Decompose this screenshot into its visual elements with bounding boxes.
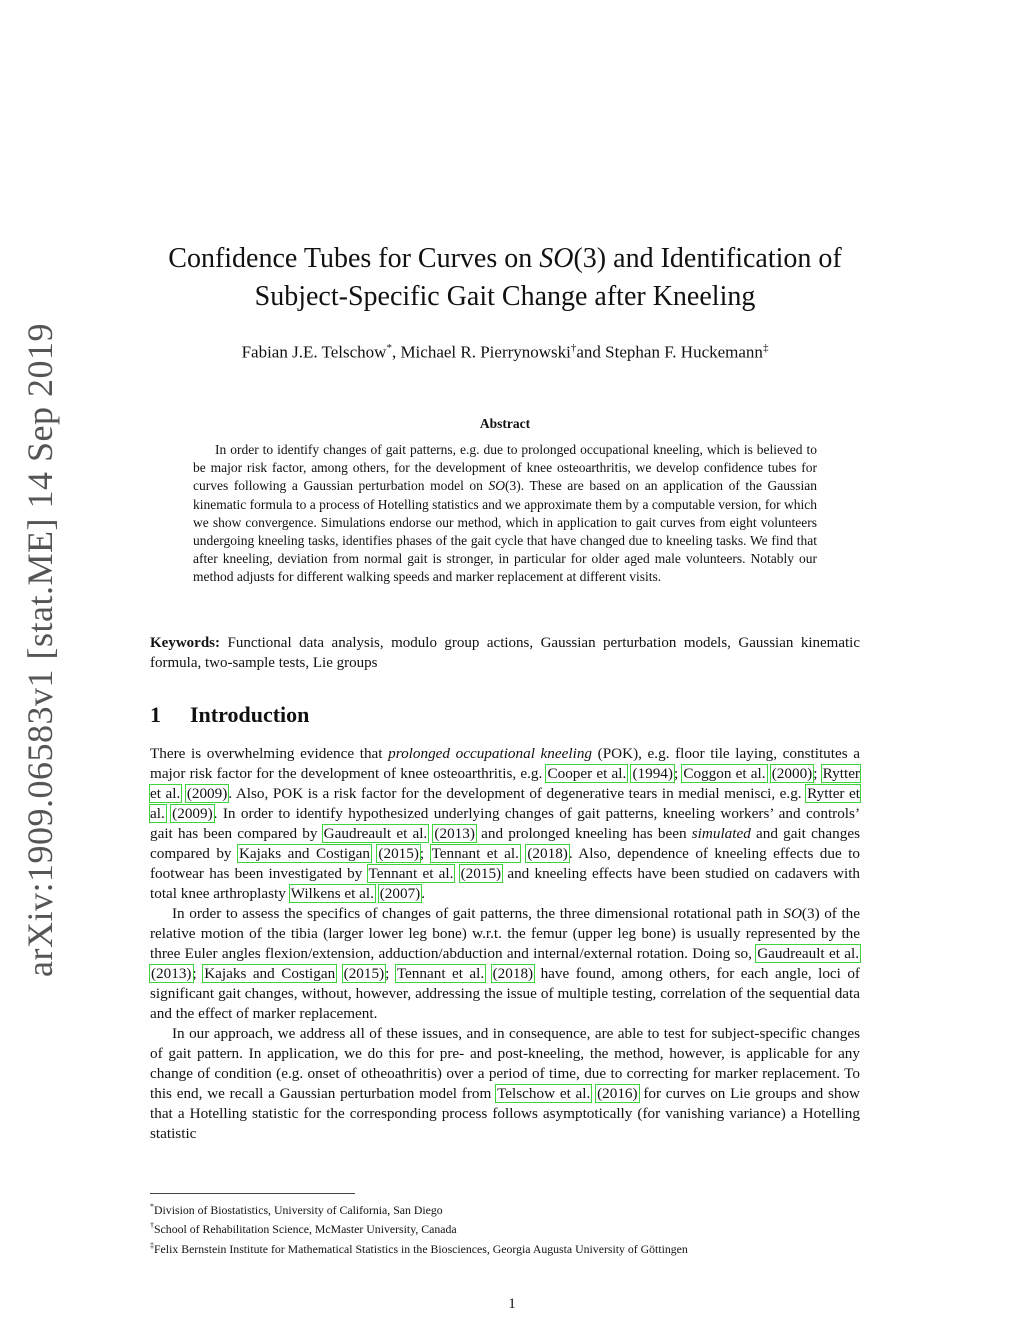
citation-year-link[interactable]: (2013) xyxy=(151,965,192,982)
citation-link[interactable]: Gaudreault et al. xyxy=(757,945,860,962)
citation-link[interactable]: Kajaks and Costigan xyxy=(238,845,370,862)
paragraph: In order to assess the specifics of changes of gait patterns, the three dimensional rotational path in SO(3) of the relative motion of the tibia (larger lower leg bone) w.r.t. the femur (upper leg bone) is usually represented by the three Euler angles flexion/extension, adduction/abduction and internal/external rotation. Doing so, Gaudreault et al. (2013); Kajaks and Costigan (2015); Tennant et al. (2018) have found, among others, for each angle, loci of significant gait changes, without, however, addressing the issue of multiple testing, correlation of the sequential data and the effect of marker replacement. xyxy=(150,905,860,1022)
introduction-body xyxy=(150,744,860,1144)
citation-year-link[interactable]: (2009) xyxy=(172,805,213,822)
citation-link[interactable]: Kajaks and Costigan xyxy=(204,965,336,982)
footnote: †School of Rehabilitation Science, McMaster University, Canada xyxy=(150,1221,457,1237)
citation-link[interactable]: Tennant et al. xyxy=(396,965,485,982)
citation-year-link[interactable]: (2013) xyxy=(434,825,475,842)
footnote: *Division of Biostatistics, University of California, San Diego xyxy=(150,1202,443,1217)
citation-link[interactable]: Cooper et al. xyxy=(547,765,627,782)
citation-year-link[interactable]: (2015) xyxy=(343,965,385,982)
arxiv-sidebar xyxy=(12,323,68,977)
title-line-1: Confidence Tubes for Curves on SO(3) and Identification of xyxy=(168,243,842,274)
citation-year-link[interactable]: (2018) xyxy=(527,845,568,862)
citation-link[interactable]: Telschow et al. xyxy=(497,1085,591,1102)
paragraph: There is overwhelming evidence that prolonged occupational kneeling (POK), e.g. floor tile laying, constitutes a major risk factor for the development of knee osteoarthritis, e.g. Cooper et al. (1994); Coggon et al. (2000); Rytter et al. (2009). Also, POK is a risk factor for the development of degenerative tears in medial menisci, e.g. Rytter et al. (2009). In order to identify hypothesized underlying changes of gait patterns, kneeling workers’ and controls’ gait has been compared by Gaudreault et al. (2013) and prolonged kneeling has been simulated and gait changes compared by Kajaks and Costigan (2015); Tennant et al. (2018). Also, dependence of kneeling effects due to footwear has been investigated by Tennant et al. (2015) and kneeling effects have been studied on cadavers with total knee arthroplasty Wilkens et al. (2007). xyxy=(150,745,861,902)
citation-year-link[interactable]: (2015) xyxy=(460,865,502,882)
keywords-label: Keywords: xyxy=(150,635,220,651)
citation-link[interactable]: Rytter et al. xyxy=(150,765,860,802)
footnotes xyxy=(150,1199,860,1257)
citation-year-link[interactable]: (1994) xyxy=(632,765,673,782)
page-number: 1 xyxy=(508,1296,516,1312)
citation-link[interactable]: Rytter et al. xyxy=(150,785,860,822)
citation-link[interactable]: Tennant et al. xyxy=(431,845,519,862)
footnote-rule xyxy=(150,1193,355,1194)
arxiv-identifier: arXiv:1909.06583v1 [stat.ME] 14 Sep 2019 xyxy=(20,323,60,977)
citation-year-link[interactable]: (2018) xyxy=(492,965,534,982)
abstract-heading: Abstract xyxy=(479,416,531,431)
citation-link[interactable]: Gaudreault et al. xyxy=(323,825,428,842)
citation-link[interactable]: Coggon et al. xyxy=(683,765,766,782)
paper-title xyxy=(150,240,860,316)
abstract-text: In order to identify changes of gait patterns, e.g. due to prolonged occupational kneeling, which is believed to be major risk factor, among others, for the development of knee osteoarthritis, we develop confidence tubes for curves following a Gaussian perturbation model on SO(3). These are based on an application of the Gaussian kinematic formula to a process of Hotelling statistics and we approximate them by a computable version, for which we show convergence. Simulations endorse our method, which in application to gait curves from eight volunteers undergoing kneeling tasks, identifies phases of the gait cycle that have changed due to kneeling tasks. We find that after kneeling, deviation from normal gait is stronger, in particular for older aged male volunteers. Notably our method adjusts for different walking speeds and marker replacement at different visits. xyxy=(193,442,817,585)
citation-year-link[interactable]: (2016) xyxy=(597,1085,638,1102)
section-heading: 1 Introduction xyxy=(150,702,310,727)
citation-year-link[interactable]: (2000) xyxy=(771,765,813,782)
paragraph: In our approach, we address all of these issues, and in consequence, are able to test for subject-specific changes of gait pattern. In application, we do this for pre- and post-kneeling, the method, however, is applicable for any change of condition (e.g. onset of otheoathritis) over a period of time, due to correcting for marker replacement. To this end, we recall a Gaussian perturbation model from Telschow et al. (2016) for curves on Lie groups and show that a Hotelling statistic for the corresponding process follows asymptotically (for vanishing variance) a Hotelling statistic xyxy=(150,1025,861,1142)
citation-year-link[interactable]: (2009) xyxy=(186,785,228,802)
author-list: Fabian J.E. Telschow*, Michael R. Pierrynowski†and Stephan F. Huckemann‡ xyxy=(241,342,769,362)
footnote: ‡Felix Bernstein Institute for Mathematical Statistics in the Biosciences, Georgia Augusta University of Göttingen xyxy=(150,1240,688,1256)
citation-link[interactable]: Tennant et al. xyxy=(368,865,454,882)
citation-link[interactable]: Wilkens et al. xyxy=(290,885,374,902)
title-line-2: Subject-Specific Gait Change after Kneeling xyxy=(254,281,756,312)
keywords: Keywords: Functional data analysis, modulo group actions, Gaussian perturbation models, Gaussian kinematic formula, two-sample tests, Lie groups xyxy=(150,635,860,671)
citation-year-link[interactable]: (2015) xyxy=(378,845,419,862)
citation-year-link[interactable]: (2007) xyxy=(379,885,421,902)
